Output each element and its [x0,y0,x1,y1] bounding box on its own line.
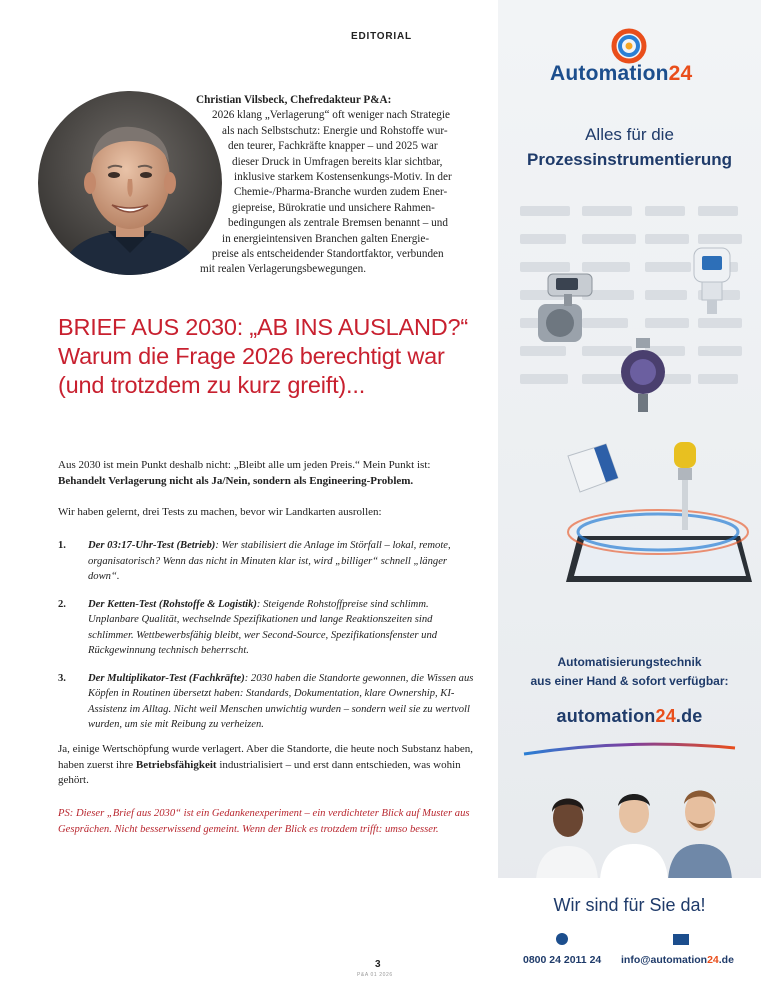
test-title: Der Multiplikator-Test (Fachkräfte) [88,672,245,684]
p1-emphasis: Behandelt Verlagerung nicht als Ja/Nein, sondern als Engineering-Problem. [58,474,414,487]
test-text: : Wer stabilisiert die Anlage im Störfall – lokal, remote, organisatorisch? Wenn das nicht in Minuten klar ist, wird „billiger“ schnell „länger down“. [88,540,451,582]
list-item [58,671,478,733]
intro-line: preise als entscheidender Standortfaktor, verbunden [212,248,444,261]
test-text: : 2030 haben die Standorte gewonnen, die Wissen aus Köpfen in Routinen übersetzt haben: Standards, Dokumentation, klare Ownership, KI-Assistenz im Alltag. Nicht weil Menschen unwichtig wurden – sondern weil sie zu wertvoll wurden, um sie mit Reibung zu verheizen. [88,672,474,730]
ad-website-link[interactable] [498,706,761,727]
p1-text: Aus 2030 ist mein Punkt deshalb nicht: „Bleibt alle um jeden Preis.“ Mein Punkt ist: [58,459,431,471]
headline-line-3: (und trotzdem zu kurz greift)... [58,372,366,398]
intro-line: mit realen Verlagerungsbewegungen. [200,263,366,276]
intro-paragraph [196,93,484,278]
headline-line-2: Warum die Frage 2026 berechtigt war [58,343,445,369]
page-number: 3 [375,959,381,970]
ad-subline-2: aus einer Hand & sofort verfügbar: [530,674,729,688]
url-accent: 24 [655,706,676,726]
p2-text: Wir haben gelernt, drei Tests zu machen, bevor wir Landkarten ausrollen: [58,506,382,518]
test-text: : Steigende Rohstoffpreise sind schlimm. Unplanbare Qualität, wechselnde Spezifikationen und lange Reaktionszeiten sind schlimmer. Wettbewerbsfähig bleibt, wer Second-Source, Spezifikationsfenster und Rückgewinnung technisch beherrscht. [88,598,438,656]
list-item [58,597,478,659]
tests-list [58,538,478,745]
product-illustration [508,236,758,606]
intro-line: den teurer, Fachkräfte knapper – und 2025 war [228,140,438,153]
team-photo [528,780,738,880]
page-footer-note: P&A 01 2026 [357,972,393,978]
author-byline: Christian Vilsbeck, Chefredakteur P&A: [196,94,392,106]
ad-tagline-1: Alles für die [585,125,674,144]
headline-line-1: BRIEF AUS 2030: „AB INS AUSLAND?“ [58,314,469,340]
pressure-sensor-icon [694,248,730,314]
swoosh-decoration [522,738,737,760]
list-number: 1. [58,540,66,551]
list-item [58,538,478,585]
test-title: Der Ketten-Test (Rohstoffe & Logistik) [88,598,257,610]
p3-text-end: industrialisiert – und erst dann entschieden, was wohin gehört. [58,758,461,786]
level-sensor-icon [621,338,665,412]
p3-text: Ja, einige Wertschöpfung wurde verlagert. Aber die Standorte, die heute noch Substanz haben, haben zuerst ihre [58,743,473,771]
advertisement[interactable] [498,0,761,996]
person-icon [668,791,732,881]
author-portrait [38,91,222,275]
ad-tagline-2: Prozessinstrumentierung [527,150,732,169]
email-suffix: .de [718,954,734,966]
contact-phone[interactable]: 0800 24 2011 24 [523,954,602,966]
body-paragraph-2 [58,505,478,521]
person-icon [536,799,598,881]
postscript: PS: Dieser „Brief aus 2030“ ist ein Gedankenexperiment – ein verdichteter Blick auf Muster aus Gesprächen. Nicht besserwissend gemeint. Wenn der Blick es trotzdem trifft: umso besser. [58,808,470,835]
phone-icon [556,933,568,945]
intro-line: bedingungen als zentrale Bremsen benannt – und [228,217,448,230]
intro-line: inklusive starkem Kostensenkungs-Motiv. In der [234,171,452,184]
url-suffix: .de [675,706,703,726]
body-paragraph-3 [58,742,478,789]
section-label: EDITORIAL [351,31,412,42]
intro-line: dieser Druck in Umfragen bereits klar sichtbar, [232,155,443,168]
brand-logo-icon [611,28,647,64]
contact-heading: Wir sind für Sie da! [553,895,706,915]
intro-line: als nach Selbstschutz: Energie und Rohstoffe wur- [222,124,448,137]
intro-line: Chemie-/Pharma-Branche wurden zudem Ener- [234,186,448,199]
brand-logo-text: Automation [550,62,669,85]
intro-line: giepreise, Bürokratie und unsichere Rahmen- [232,201,435,214]
intro-line: in energieintensiven Branchen galten Energie- [222,232,430,245]
email-text: info@automation [621,954,708,966]
p3-emphasis: Betriebsfähigkeit [135,758,217,771]
body-paragraph-1 [58,458,478,489]
article-headline [58,313,498,400]
ad-subline-1: Automatisierungstechnik [557,655,702,669]
brand-logo [550,62,692,86]
url-text: automation [556,706,656,726]
brand-logo-accent: 24 [668,62,693,85]
intro-line: 2026 klang „Verlagerung“ oft weniger nach Strategie [212,109,450,122]
contact-email[interactable] [621,954,734,966]
person-icon [600,794,668,880]
list-number: 3. [58,672,66,684]
list-number: 2. [58,598,66,610]
tablet-icon [566,510,752,582]
test-title: Der 03:17-Uhr-Test (Betrieb) [88,540,216,551]
flow-meter-icon [538,274,592,342]
mail-icon [673,934,689,945]
email-accent: 24 [707,954,719,966]
transmitter-icon [568,444,618,492]
